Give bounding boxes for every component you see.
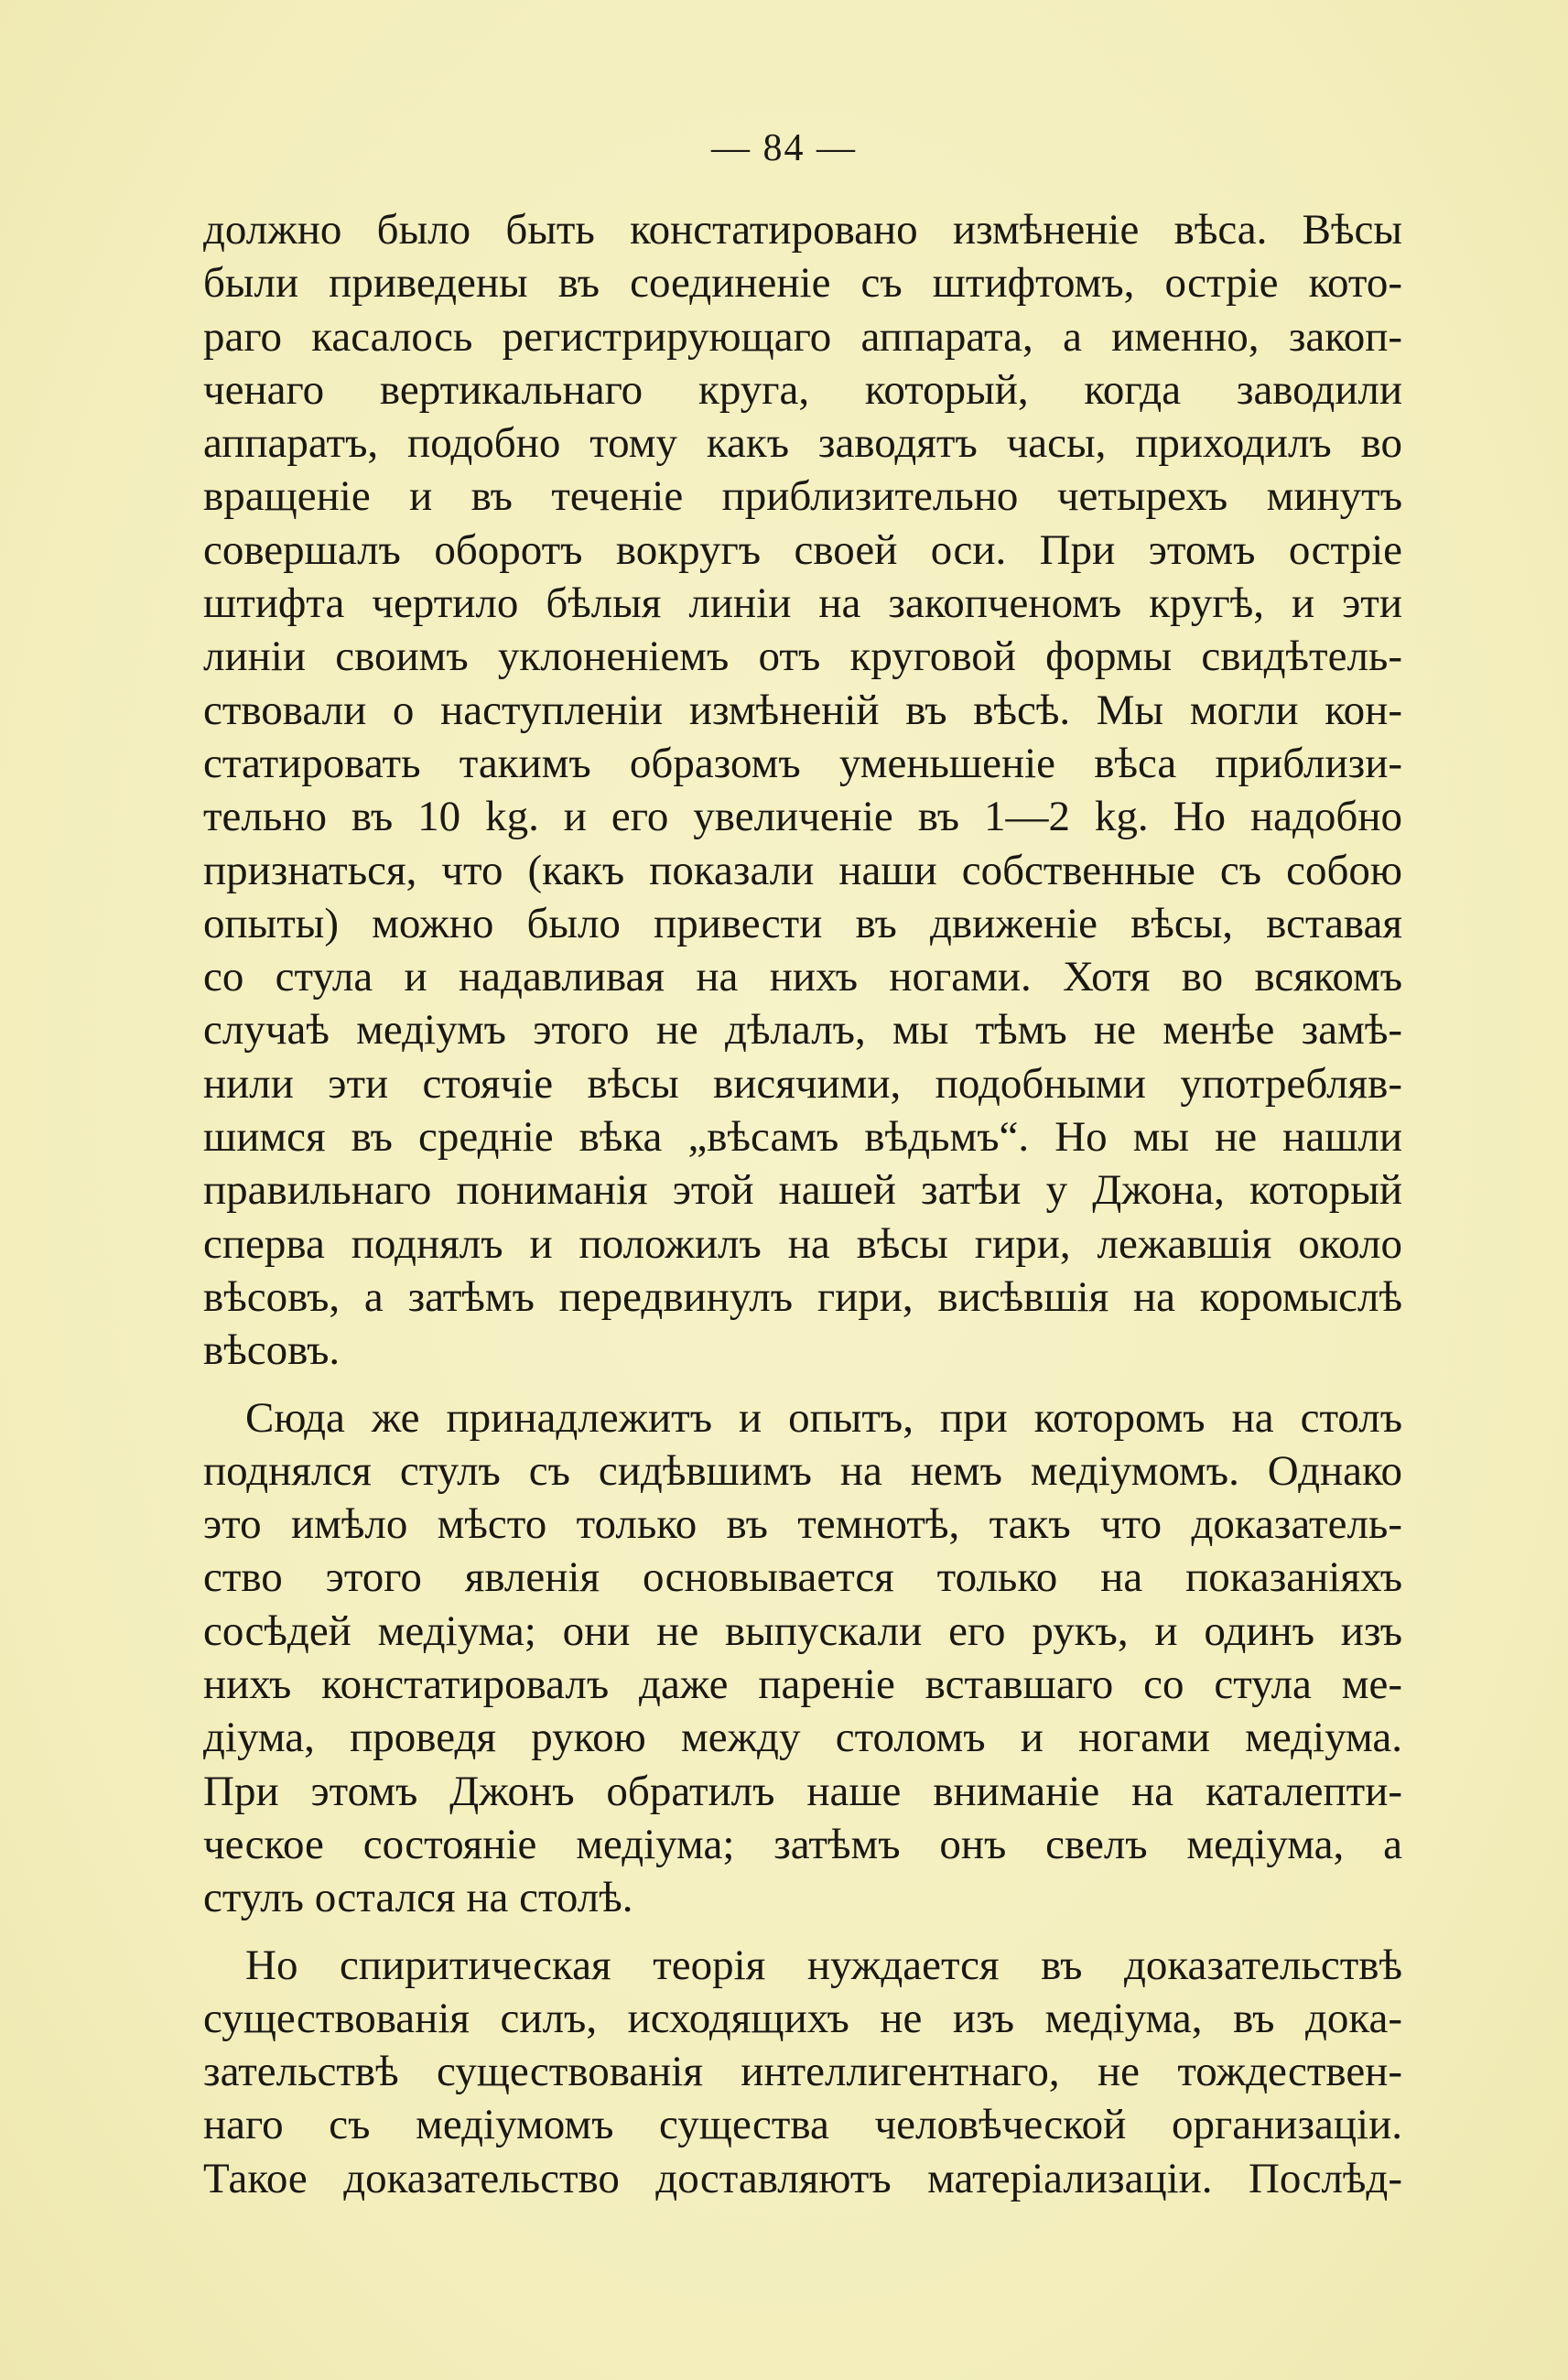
text-line: ство этого явленія основывается только на показаніяхъ (203, 1553, 1402, 1602)
text-line: раго касалось регистрирующаго аппарата, а именно, закоп- (203, 312, 1402, 361)
text-line: правильнаго пониманія этой нашей затѣи у Джона, который (203, 1166, 1402, 1215)
text-line: наго съ медіумомъ существа человѣческой организаціи. (203, 2101, 1402, 2149)
text-line: Сюда же принадлежитъ и опытъ, при которомъ на столъ (245, 1393, 1402, 1442)
text-line: вѣсовъ, а затѣмъ передвинулъ гири, висѣвшія на коромыслѣ (203, 1272, 1402, 1321)
text-line: со стула и надавливая на нихъ ногами. Хотя во всякомъ (203, 953, 1402, 1001)
text-line: это имѣло мѣсто только въ темнотѣ, такъ что доказатель- (203, 1500, 1402, 1549)
body-text (203, 203, 1402, 2205)
paragraph-1 (203, 203, 1402, 1378)
text-line: существованія силъ, исходящихъ не изъ медіума, въ дока- (203, 1994, 1402, 2042)
text-line: шимся въ средніе вѣка „вѣсамъ вѣдьмъ“. Но мы не нашли (203, 1113, 1402, 1162)
text-line: поднялся стулъ съ сидѣвшимъ на немъ медіумомъ. Однако (203, 1446, 1402, 1495)
text-line: При этомъ Джонъ обратилъ наше вниманіе на каталепти- (203, 1767, 1402, 1815)
text-line: діума, проведя рукою между столомъ и ногами медіума. (203, 1714, 1402, 1762)
text-line: ченаго вертикальнаго круга, который, когда заводили (203, 365, 1402, 414)
text-line: линіи своимъ уклоненіемъ отъ круговой формы свидѣтель- (203, 633, 1402, 681)
text-line: зательствѣ существованія интеллигентнаго, не тождествен- (203, 2048, 1402, 2096)
text-line: случаѣ медіумъ этого не дѣлалъ, мы тѣмъ не менѣе замѣ- (203, 1006, 1402, 1055)
text-line: сосѣдей медіума; они не выпускали его рукъ, и одинъ изъ (203, 1606, 1402, 1655)
text-line: были приведены въ соединеніе съ штифтомъ, остріе кото- (203, 259, 1402, 308)
text-line: тельно въ 10 kg. и его увеличеніе въ 1—2 kg. Но надобно (203, 793, 1402, 841)
text-line: статировать такимъ образомъ уменьшеніе вѣса приблизи- (203, 739, 1402, 787)
text-line: штифта чертило бѣлыя линіи на закопченомъ кругѣ, и эти (203, 579, 1402, 628)
paragraph-2 (203, 1391, 1402, 1925)
text-line: нихъ констатировалъ даже пареніе вставшаго со стула ме- (203, 1661, 1402, 1709)
text-line: вѣсовъ. (203, 1326, 341, 1375)
text-line: опыты) можно было привести въ движеніе вѣсы, вставая (203, 899, 1402, 947)
text-line: стулъ остался на столѣ. (203, 1874, 633, 1922)
text-line: Но спиритическая теорія нуждается въ доказательствѣ (245, 1941, 1402, 1989)
text-line: нили эти стоячіе вѣсы висячими, подобными употребляв- (203, 1059, 1402, 1108)
text-line: аппаратъ, подобно тому какъ заводятъ часы, приходилъ во (203, 419, 1402, 468)
text-line: признаться, что (какъ показали наши собственные съ собою (203, 846, 1402, 894)
text-line: вращеніе и въ теченіе приблизительно четырехъ минутъ (203, 472, 1402, 521)
text-line: ствовали о наступленіи измѣненій въ вѣсѣ. Мы могли кон- (203, 686, 1402, 734)
text-line: должно было быть констатировано измѣненіе вѣса. Вѣсы (203, 206, 1402, 254)
text-line: Такое доказательство доставляютъ матеріализаціи. Послѣд- (203, 2154, 1402, 2202)
text-line: ческое состояніе медіума; затѣмъ онъ свелъ медіума, а (203, 1820, 1402, 1868)
text-line: сперва поднялъ и положилъ на вѣсы гири, лежавшія около (203, 1219, 1402, 1268)
text-line: совершалъ оборотъ вокругъ своей оси. При этомъ остріе (203, 525, 1402, 574)
paragraph-3 (203, 1939, 1402, 2205)
page-number: — 84 — (711, 127, 857, 169)
